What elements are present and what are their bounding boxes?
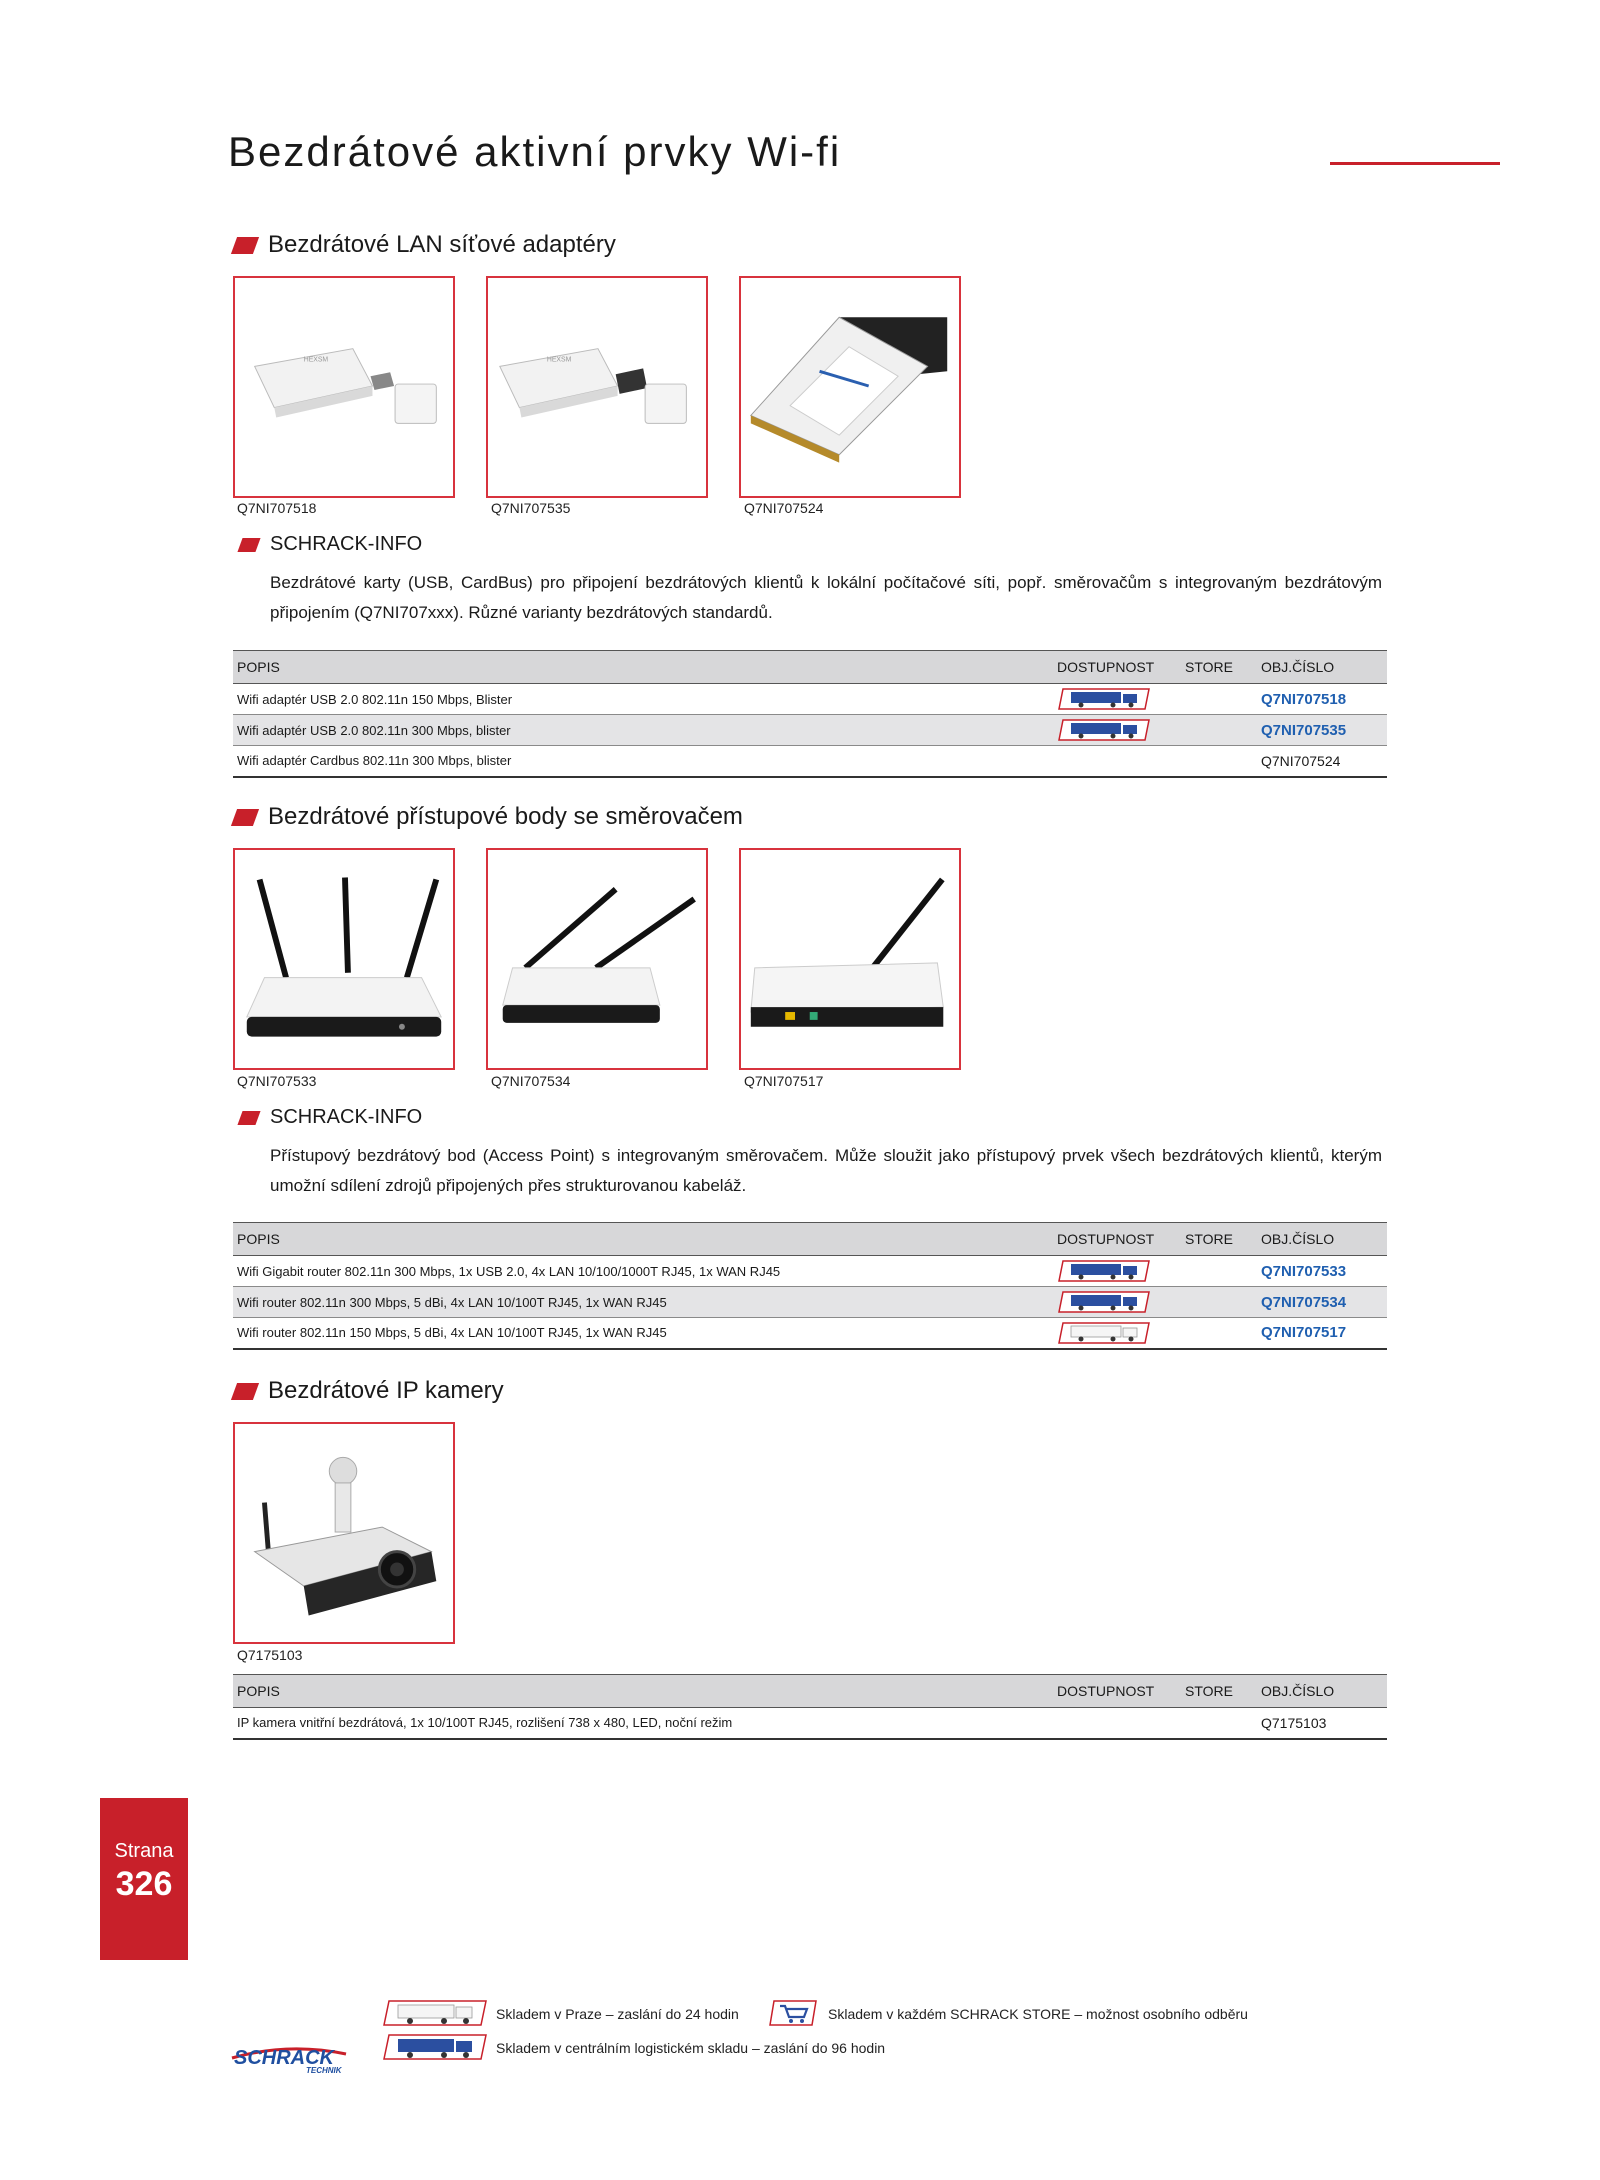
col-header-store: STORE xyxy=(1181,1223,1257,1256)
info-heading-text: SCHRACK-INFO xyxy=(270,533,423,555)
col-header-obj-cislo: OBJ.ČÍSLO xyxy=(1257,1675,1387,1708)
table-row xyxy=(233,1287,1387,1318)
col-header-obj-cislo: OBJ.ČÍSLO xyxy=(1257,1223,1387,1256)
truck-blue-icon xyxy=(1057,687,1151,711)
section-heading-adapters xyxy=(234,231,616,259)
section-marker-icon xyxy=(231,809,259,826)
image-caption: Q7NI707534 xyxy=(491,1073,571,1089)
image-caption: Q7NI707518 xyxy=(237,500,317,516)
col-header-dostupnost: DOSTUPNOST xyxy=(1053,1223,1181,1256)
page-title: Bezdrátové aktivní prvky Wi-fi xyxy=(228,128,842,175)
schrack-logo-icon xyxy=(228,2040,350,2074)
section-heading-ip-cameras xyxy=(234,1377,504,1405)
svg-text:SCHRACK: SCHRACK xyxy=(234,2047,334,2069)
col-header-store: STORE xyxy=(1181,1675,1257,1708)
table-row xyxy=(233,1708,1387,1739)
truck-white-icon xyxy=(1057,1321,1151,1345)
router-2-antenna-icon xyxy=(488,850,706,1068)
section-heading-text: Bezdrátové IP kamery xyxy=(268,1377,504,1404)
row-description: Wifi adaptér Cardbus 802.11n 300 Mbps, blister xyxy=(233,746,1053,777)
table-row xyxy=(233,746,1387,777)
info-marker-icon xyxy=(237,1111,260,1125)
svg-text:HEXSM: HEXSM xyxy=(303,356,329,364)
order-code: Q7NI707524 xyxy=(1257,746,1387,777)
image-caption: Q7NI707533 xyxy=(237,1073,317,1089)
row-description: Wifi router 802.11n 150 Mbps, 5 dBi, 4x LAN 10/100T RJ45, 1x WAN RJ45 xyxy=(233,1318,1053,1349)
product-table-access-points xyxy=(233,1222,1387,1350)
page-number: 326 xyxy=(115,1865,173,1903)
page-number-tab xyxy=(100,1798,188,1960)
legend-store: Skladem v každém SCHRACK STORE – možnost osobního odběru xyxy=(828,2006,1248,2022)
col-header-popis: POPIS xyxy=(233,1223,1053,1256)
schrack-info-text: Přístupový bezdrátový bod (Access Point) s integrovaným směrovačem. Může sloužit jako přístupový prvek všech bezdrátových klientů, kterým umožní sdílení zdrojů připojených přes strukturovanou kabeláž. xyxy=(270,1146,1382,1195)
truck-white-icon xyxy=(382,1999,488,2027)
row-description: Wifi adaptér USB 2.0 802.11n 300 Mbps, blister xyxy=(233,715,1053,746)
col-header-store: STORE xyxy=(1181,651,1257,684)
store-cell xyxy=(1181,1318,1257,1349)
availability-cell xyxy=(1053,715,1181,746)
svg-text:TECHNIK: TECHNIK xyxy=(306,2066,342,2074)
product-image-router[interactable] xyxy=(233,848,455,1070)
image-caption: Q7175103 xyxy=(237,1647,303,1663)
product-table-adapters xyxy=(233,650,1387,778)
image-caption: Q7NI707524 xyxy=(744,500,824,516)
product-image-router[interactable] xyxy=(486,848,708,1070)
image-caption: Q7NI707517 xyxy=(744,1073,824,1089)
truck-blue-icon xyxy=(382,2033,488,2061)
truck-blue-icon xyxy=(1057,1290,1151,1314)
availability-cell xyxy=(1053,1256,1181,1287)
router-1-antenna-icon xyxy=(741,850,959,1068)
store-cell xyxy=(1181,1256,1257,1287)
router-3-antenna-icon xyxy=(235,850,453,1068)
product-table-ip-cameras xyxy=(233,1674,1387,1740)
shopping-cart-icon xyxy=(768,1999,818,2027)
section-marker-icon xyxy=(231,237,259,254)
table-row xyxy=(233,1318,1387,1349)
store-cell xyxy=(1181,1708,1257,1739)
store-cell xyxy=(1181,746,1257,777)
table-row xyxy=(233,715,1387,746)
col-header-dostupnost: DOSTUPNOST xyxy=(1053,651,1181,684)
order-code-link[interactable]: Q7NI707535 xyxy=(1257,715,1387,746)
page-label: Strana xyxy=(114,1840,174,1862)
row-description: Wifi router 802.11n 300 Mbps, 5 dBi, 4x LAN 10/100T RJ45, 1x WAN RJ45 xyxy=(233,1287,1053,1318)
truck-blue-icon xyxy=(1057,718,1151,742)
section-heading-access-points xyxy=(234,803,743,831)
col-header-dostupnost: DOSTUPNOST xyxy=(1053,1675,1181,1708)
col-header-popis: POPIS xyxy=(233,651,1053,684)
store-cell xyxy=(1181,1287,1257,1318)
order-code-link[interactable]: Q7NI707533 xyxy=(1257,1256,1387,1287)
product-image-usb-adapter[interactable] xyxy=(233,276,455,498)
availability-cell xyxy=(1053,1708,1181,1739)
availability-cell xyxy=(1053,746,1181,777)
schrack-info-text: Bezdrátové karty (USB, CardBus) pro připojení bezdrátových klientů k lokální počítačové síti, popř. směrovačům s integrovaným bezdrátovým připojením (Q7NI707xxx). Různé varianty bezdrátových standardů. xyxy=(270,573,1382,622)
product-image-ip-camera[interactable] xyxy=(233,1422,455,1644)
product-image-cardbus[interactable] xyxy=(739,276,961,498)
row-description: Wifi Gigabit router 802.11n 300 Mbps, 1x USB 2.0, 4x LAN 10/100/1000T RJ45, 1x WAN RJ45 xyxy=(233,1256,1053,1287)
row-description: Wifi adaptér USB 2.0 802.11n 150 Mbps, Blister xyxy=(233,684,1053,715)
usb-adapter-icon xyxy=(488,278,706,496)
section-heading-text: Bezdrátové přístupové body se směrovačem xyxy=(268,803,743,830)
legend-central: Skladem v centrálním logistickém skladu – zaslání do 96 hodin xyxy=(496,2040,886,2056)
info-heading-text: SCHRACK-INFO xyxy=(270,1106,423,1128)
schrack-info-heading xyxy=(240,533,422,556)
title-rule xyxy=(1330,162,1500,165)
col-header-popis: POPIS xyxy=(233,1675,1053,1708)
order-code-link[interactable]: Q7NI707517 xyxy=(1257,1318,1387,1349)
info-marker-icon xyxy=(237,538,260,552)
ip-camera-icon xyxy=(235,1424,453,1642)
image-caption: Q7NI707535 xyxy=(491,500,571,516)
section-marker-icon xyxy=(231,1383,259,1400)
order-code: Q7175103 xyxy=(1257,1708,1387,1739)
table-row xyxy=(233,684,1387,715)
order-code-link[interactable]: Q7NI707534 xyxy=(1257,1287,1387,1318)
row-description: IP kamera vnitřní bezdrátová, 1x 10/100T RJ45, rozlišení 738 x 480, LED, noční režim xyxy=(233,1708,1053,1739)
schrack-technik-logo xyxy=(228,2040,350,2079)
store-cell xyxy=(1181,684,1257,715)
order-code-link[interactable]: Q7NI707518 xyxy=(1257,684,1387,715)
cardbus-card-icon xyxy=(741,278,959,496)
product-image-router[interactable] xyxy=(739,848,961,1070)
product-image-usb-adapter[interactable] xyxy=(486,276,708,498)
legend-prague: Skladem v Praze – zaslání do 24 hodin xyxy=(496,2006,739,2022)
truck-blue-icon xyxy=(1057,1259,1151,1283)
svg-text:HEXSM: HEXSM xyxy=(546,356,572,364)
usb-adapter-icon xyxy=(235,278,453,496)
schrack-info-heading xyxy=(240,1106,422,1129)
col-header-obj-cislo: OBJ.ČÍSLO xyxy=(1257,651,1387,684)
availability-cell xyxy=(1053,1287,1181,1318)
availability-cell xyxy=(1053,1318,1181,1349)
section-heading-text: Bezdrátové LAN síťové adaptéry xyxy=(268,231,616,258)
availability-cell xyxy=(1053,684,1181,715)
table-row xyxy=(233,1256,1387,1287)
store-cell xyxy=(1181,715,1257,746)
